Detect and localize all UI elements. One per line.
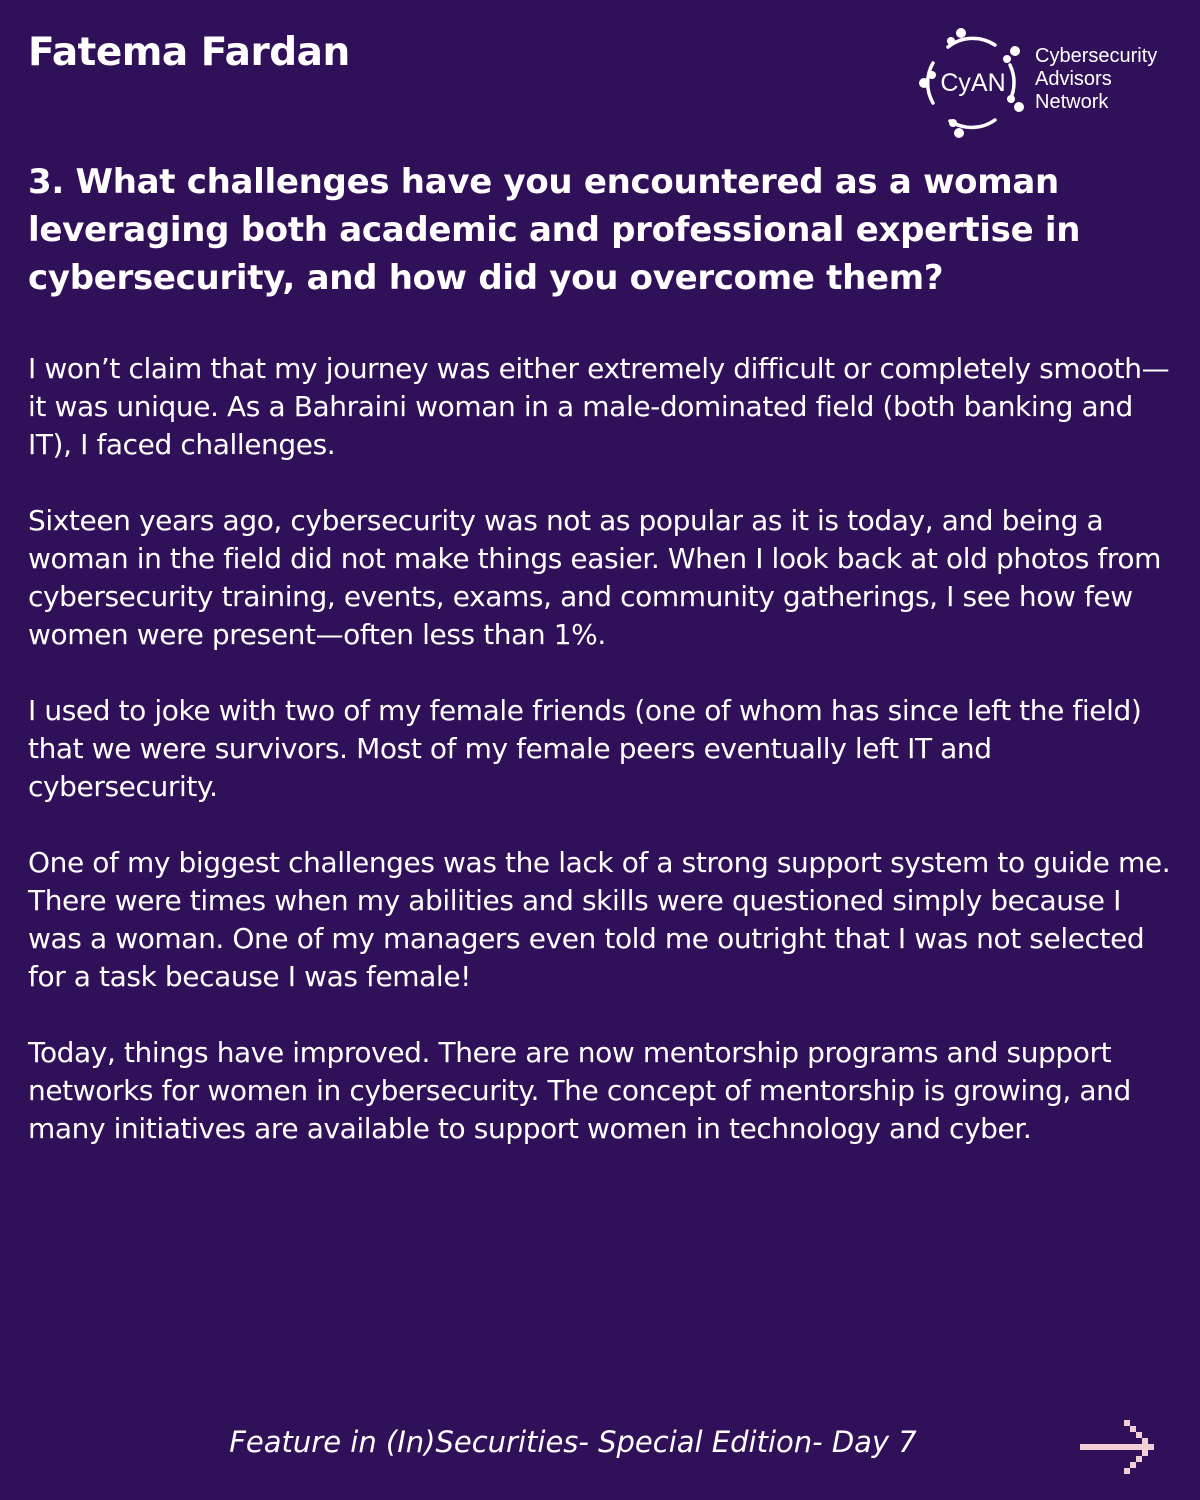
answer-paragraph-3: I used to joke with two of my female friends (one of whom has since left the field) that we were survivors. Most of my female peers eventually left IT and cybersecurity.: [28, 694, 1142, 803]
page-title: Fatema Fardan: [28, 30, 350, 75]
cyan-logo-icon: [915, 25, 1030, 140]
logo-line-2: Advisors: [1035, 68, 1112, 90]
logo-line-3: Network: [1035, 91, 1109, 113]
answer-paragraph-1: I won’t claim that my journey was either extremely difficult or completely smooth—it was unique. As a Bahraini woman in a male-dominated field (both banking and IT), I faced challenges.: [28, 352, 1170, 461]
answer-paragraph-5: Today, things have improved. There are now mentorship programs and support networks for women in cybersecurity. The concept of mentorship is growing, and many initiatives are available to support women in technology and cyber.: [28, 1036, 1131, 1145]
arrow-right-icon[interactable]: [1078, 1420, 1158, 1476]
footer-caption: Feature in (In)Securities- Special Edition- Day 7: [229, 1425, 917, 1459]
logo-mark: CyAN: [940, 69, 1006, 97]
cyan-logo: [915, 25, 1165, 140]
logo-line-1: Cybersecurity: [1035, 45, 1158, 67]
logo-wordmark: [1035, 45, 1157, 114]
question-heading: 3. What challenges have you encountered as a woman leveraging both academic and professional expertise in cybersecurity, and how did you overcome them?: [28, 162, 1081, 298]
answer-paragraph-2: Sixteen years ago, cybersecurity was not as popular as it is today, and being a woman in the field did not make things easier. When I look back at old photos from cybersecurity training, events, exams, and community gatherings, I see how few women were present—often less than 1%.: [28, 504, 1161, 651]
answer-paragraph-4: One of my biggest challenges was the lack of a strong support system to guide me. There were times when my abilities and skills were questioned simply because I was a woman. One of my managers even told me outright that I was not selected for a task because I was female!: [28, 846, 1171, 993]
answer-body: [28, 350, 1178, 1186]
